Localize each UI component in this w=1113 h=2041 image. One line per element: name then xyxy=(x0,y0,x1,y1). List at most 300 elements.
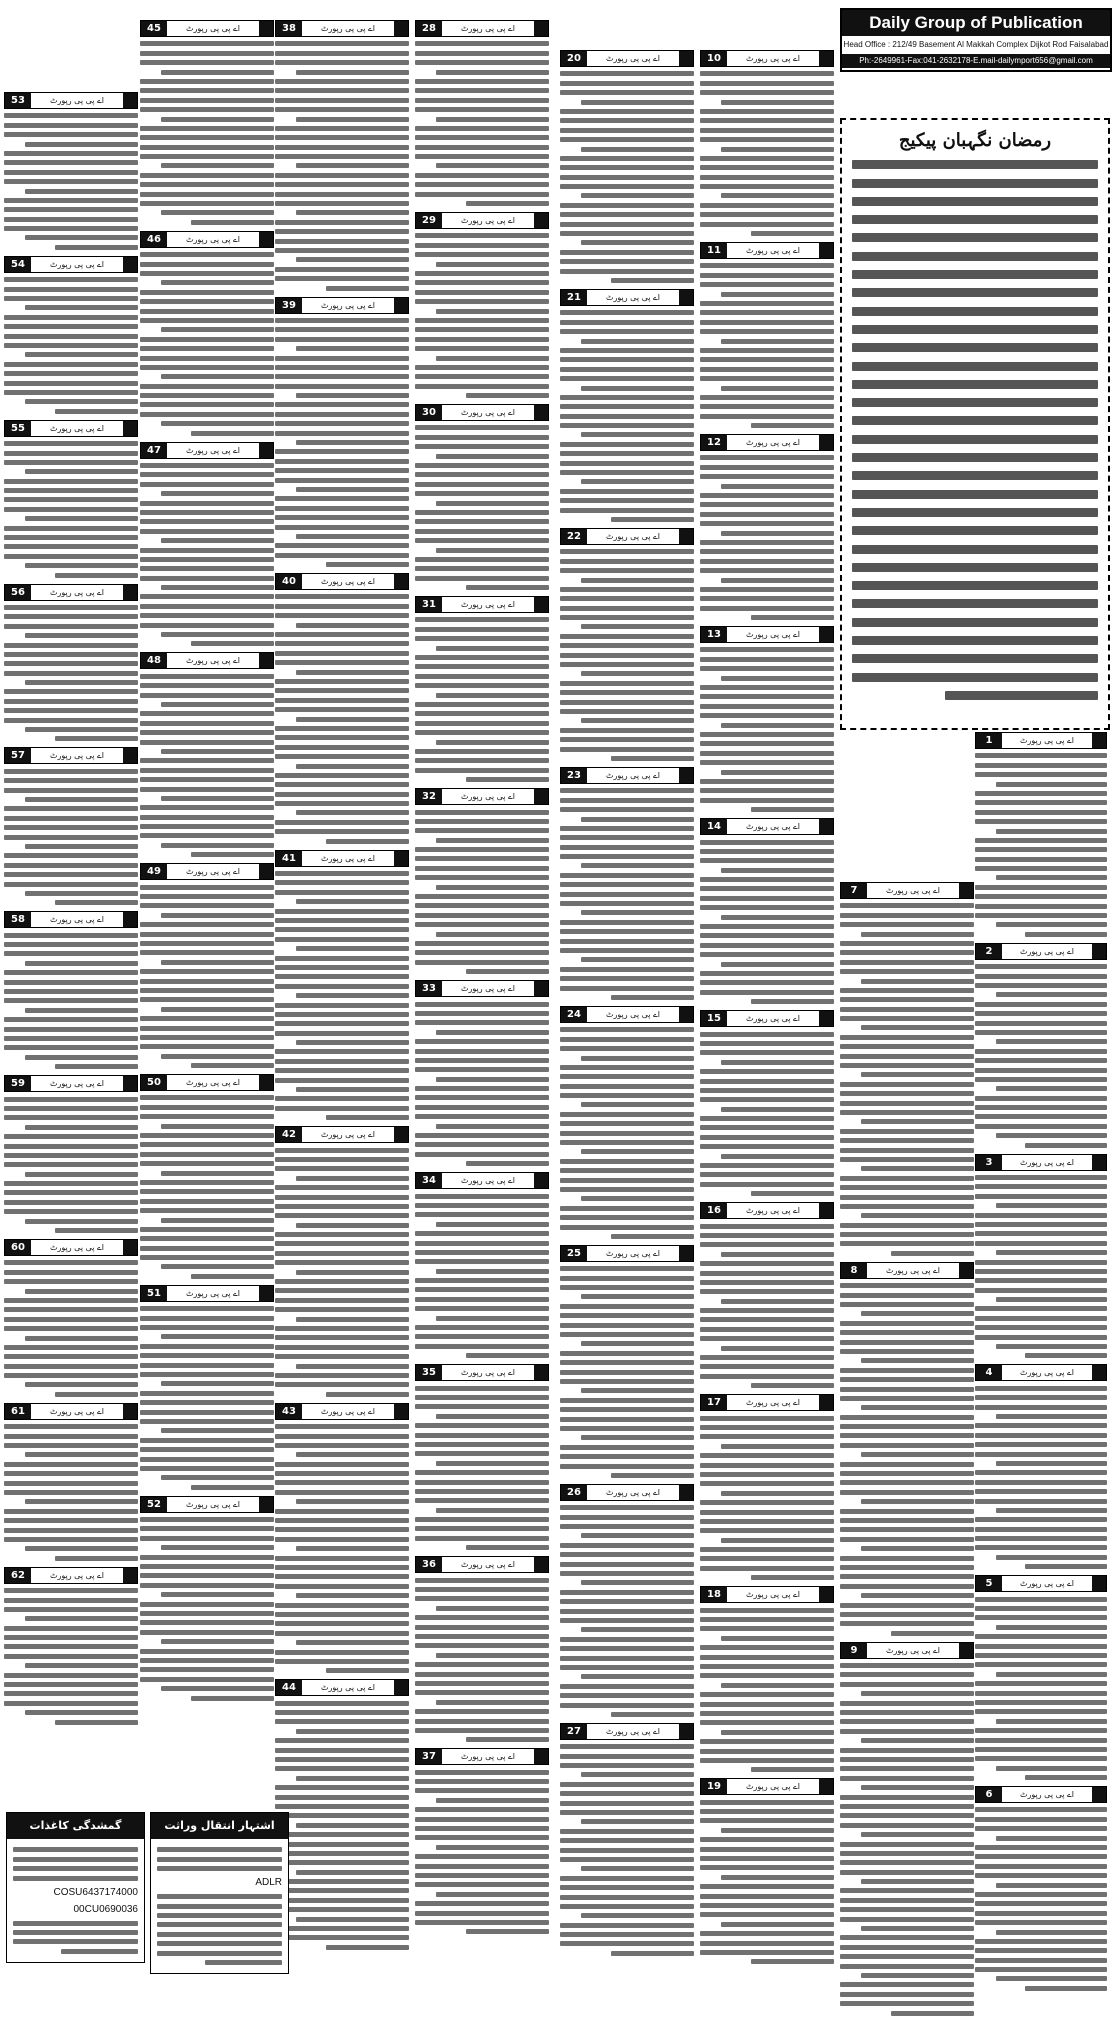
story-number: 37 xyxy=(416,1749,442,1764)
story-text xyxy=(415,425,549,590)
news-item xyxy=(140,1285,274,1490)
slug-label: اے پی پی رپورٹ xyxy=(746,1782,800,1792)
slug-marker-icon xyxy=(394,21,408,36)
story-text xyxy=(700,647,834,812)
slug-marker-icon xyxy=(259,653,273,668)
slug-label: اے پی پی رپورٹ xyxy=(746,54,800,63)
slug-label: اے پی پی رپورٹ xyxy=(746,1206,800,1216)
news-item xyxy=(700,434,834,620)
news-item xyxy=(4,92,138,250)
story-text xyxy=(4,1588,138,1724)
story-slug xyxy=(560,1484,694,1501)
news-item xyxy=(560,1723,694,1956)
story-text xyxy=(700,1416,834,1581)
story-text xyxy=(275,41,409,290)
story-text xyxy=(140,1095,274,1278)
slug-label: اے پی پی رپورٹ xyxy=(186,234,240,244)
news-item xyxy=(975,732,1107,937)
story-number: 22 xyxy=(561,529,587,544)
slug-marker-icon xyxy=(123,912,137,927)
slug-marker-icon xyxy=(394,574,408,589)
slug-marker-icon xyxy=(959,883,973,898)
news-item xyxy=(140,1074,274,1279)
slug-label: اے پی پی رپورٹ xyxy=(50,1570,104,1580)
story-number: 33 xyxy=(416,981,442,996)
story-number: 12 xyxy=(701,435,727,450)
story-slug xyxy=(560,50,694,67)
slug-label: اے پی پی رپورٹ xyxy=(746,822,800,832)
story-number: 49 xyxy=(141,864,167,879)
news-item xyxy=(140,231,274,436)
story-number: 42 xyxy=(276,1127,302,1142)
slug-label: اے پی پی رپورٹ xyxy=(321,1406,375,1416)
news-item xyxy=(275,20,409,291)
story-slug xyxy=(700,626,834,643)
story-number: 30 xyxy=(416,405,442,420)
slug-marker-icon xyxy=(259,21,273,36)
slug-marker-icon xyxy=(679,1485,693,1500)
news-item xyxy=(700,50,834,236)
slug-label: اے پی پی رپورٹ xyxy=(50,751,104,761)
story-number: 28 xyxy=(416,21,442,36)
slug-label: اے پی پی رپورٹ xyxy=(186,24,240,33)
slug-marker-icon xyxy=(259,1286,273,1301)
story-slug xyxy=(4,1075,138,1092)
story-number: 4 xyxy=(976,1365,1002,1380)
story-slug xyxy=(4,584,138,601)
slug-marker-icon xyxy=(534,1557,548,1572)
slug-marker-icon xyxy=(819,243,833,258)
news-item xyxy=(415,1172,549,1358)
column-6 xyxy=(275,18,409,1956)
story-number: 14 xyxy=(701,819,727,834)
story-text xyxy=(415,1002,549,1167)
news-item xyxy=(975,1364,1107,1569)
slug-marker-icon xyxy=(123,748,137,763)
slug-label: اے پی پی رپورٹ xyxy=(321,853,375,863)
story-text xyxy=(275,1148,409,1397)
slug-marker-icon xyxy=(534,405,548,420)
news-item xyxy=(4,1239,138,1397)
story-text xyxy=(700,1032,834,1197)
story-text xyxy=(975,1175,1107,1358)
slug-label: اے پی پی رپورٹ xyxy=(321,1683,375,1693)
story-text xyxy=(975,753,1107,936)
news-item xyxy=(275,850,409,1121)
story-slug xyxy=(975,943,1107,960)
story-number: 58 xyxy=(5,912,31,927)
news-item xyxy=(700,1394,834,1580)
slug-marker-icon xyxy=(259,232,273,247)
story-number: 59 xyxy=(5,1076,31,1091)
feature-article xyxy=(840,118,1110,730)
news-item xyxy=(975,1154,1107,1359)
news-item xyxy=(140,863,274,1068)
slug-label: اے پی پی رپورٹ xyxy=(461,984,515,994)
column-8 xyxy=(4,90,138,1731)
slug-marker-icon xyxy=(534,21,548,36)
slug-label: اے پی پی رپورٹ xyxy=(746,1590,800,1600)
story-text xyxy=(140,1306,274,1489)
publication-title: Daily Group of Publication xyxy=(842,10,1110,36)
story-number: 61 xyxy=(5,1404,31,1419)
story-text xyxy=(4,605,138,741)
news-item xyxy=(560,1245,694,1478)
column-4 xyxy=(560,48,694,1962)
story-text xyxy=(700,71,834,236)
story-slug xyxy=(140,652,274,669)
slug-label: اے پی پی رپورٹ xyxy=(461,408,515,418)
lost-notice-title: گمشدگی کاغذات xyxy=(7,1813,144,1839)
news-item xyxy=(4,1403,138,1561)
story-text xyxy=(560,1027,694,1239)
slug-label: اے پی پی رپورٹ xyxy=(606,770,660,780)
story-text xyxy=(700,840,834,1005)
story-number: 23 xyxy=(561,768,587,783)
lost-ref-2: 00CU0690036 xyxy=(73,1903,138,1915)
story-number: 55 xyxy=(5,421,31,436)
story-text xyxy=(975,1386,1107,1569)
slug-marker-icon xyxy=(394,298,408,313)
story-slug xyxy=(275,1403,409,1420)
slug-label: اے پی پی رپورٹ xyxy=(886,886,940,895)
news-item xyxy=(4,747,138,905)
slug-label: اے پی پی رپورٹ xyxy=(461,216,515,226)
story-number: 60 xyxy=(5,1240,31,1255)
slug-marker-icon xyxy=(679,1246,693,1261)
slug-marker-icon xyxy=(534,1749,548,1764)
story-slug xyxy=(700,1202,834,1219)
story-number: 38 xyxy=(276,21,302,36)
slug-label: اے پی پی رپورٹ xyxy=(461,24,515,33)
story-number: 15 xyxy=(701,1011,727,1026)
story-text xyxy=(560,1266,694,1478)
slug-label: اے پی پی رپورٹ xyxy=(321,300,375,310)
story-slug xyxy=(840,1642,974,1659)
news-item xyxy=(700,1202,834,1388)
story-slug xyxy=(275,297,409,314)
column-2 xyxy=(840,880,974,2022)
story-slug xyxy=(415,1556,549,1573)
slug-marker-icon xyxy=(534,213,548,228)
story-slug xyxy=(560,767,694,784)
slug-label: اے پی پی رپورٹ xyxy=(186,867,240,877)
news-item xyxy=(700,1010,834,1196)
slug-marker-icon xyxy=(259,443,273,458)
story-text xyxy=(560,1505,694,1717)
news-item xyxy=(840,1642,974,2016)
feature-body xyxy=(842,160,1108,700)
story-number: 26 xyxy=(561,1485,587,1500)
story-text xyxy=(140,41,274,224)
story-text xyxy=(560,71,694,283)
news-item xyxy=(4,1567,138,1725)
news-item xyxy=(415,404,549,590)
slug-label: اے پی پی رپورٹ xyxy=(186,656,240,666)
slug-label: اے پی پی رپورٹ xyxy=(461,600,515,610)
story-slug xyxy=(415,788,549,805)
story-text xyxy=(560,1744,694,1956)
slug-marker-icon xyxy=(123,1240,137,1255)
story-text xyxy=(700,1800,834,1965)
slug-label: اے پی پی رپورٹ xyxy=(321,577,375,587)
news-item xyxy=(840,882,974,1256)
feature-headline: رمضان نگہبان پیکیج xyxy=(898,130,1052,151)
story-text xyxy=(415,41,549,206)
story-number: 36 xyxy=(416,1557,442,1572)
contact-line: Ph:-2649961-Fax:041-2632178-E.mail-dailymport656@gmail.com xyxy=(842,54,1110,68)
story-text xyxy=(275,1424,409,1673)
story-number: 8 xyxy=(841,1263,867,1278)
story-text xyxy=(560,549,694,761)
slug-label: اے پی پی رپورٹ xyxy=(50,96,104,105)
lost-ref-1: COSU6437174000 xyxy=(53,1886,138,1898)
story-text xyxy=(275,318,409,567)
story-number: 17 xyxy=(701,1395,727,1410)
news-item xyxy=(275,1679,409,1950)
slug-label: اے پی پی رپورٹ xyxy=(321,1130,375,1140)
news-item xyxy=(700,1778,834,1964)
slug-marker-icon xyxy=(534,981,548,996)
story-text xyxy=(275,594,409,843)
story-slug xyxy=(415,596,549,613)
slug-marker-icon xyxy=(534,1365,548,1380)
story-number: 2 xyxy=(976,944,1002,959)
news-item xyxy=(560,1006,694,1239)
news-item xyxy=(275,573,409,844)
story-text xyxy=(415,1770,549,1935)
story-text xyxy=(4,1260,138,1396)
story-text xyxy=(4,113,138,249)
slug-marker-icon xyxy=(819,51,833,66)
slug-label: اے پی پی رپورٹ xyxy=(606,1487,660,1497)
story-number: 54 xyxy=(5,257,31,272)
story-slug xyxy=(275,573,409,590)
story-slug xyxy=(415,1172,549,1189)
slug-marker-icon xyxy=(679,1007,693,1022)
story-slug xyxy=(840,882,974,899)
story-slug xyxy=(140,231,274,248)
slug-label: اے پی پی رپورٹ xyxy=(1020,1368,1074,1378)
slug-marker-icon xyxy=(123,1568,137,1583)
slug-label: اے پی پی رپورٹ xyxy=(886,1645,940,1655)
story-text xyxy=(140,463,274,646)
story-slug xyxy=(140,442,274,459)
story-slug xyxy=(975,732,1107,749)
story-number: 18 xyxy=(701,1587,727,1602)
slug-marker-icon xyxy=(1092,1365,1106,1380)
story-number: 35 xyxy=(416,1365,442,1380)
slug-label: اے پی پی رپورٹ xyxy=(50,1079,104,1089)
story-slug xyxy=(700,818,834,835)
story-number: 20 xyxy=(561,51,587,66)
story-slug xyxy=(840,1262,974,1279)
slug-label: اے پی پی رپورٹ xyxy=(606,1009,660,1019)
story-number: 50 xyxy=(141,1075,167,1090)
masthead xyxy=(840,8,1112,72)
story-slug xyxy=(700,1010,834,1027)
story-slug xyxy=(4,92,138,109)
news-item xyxy=(700,626,834,812)
slug-label: اے پی پی رپورٹ xyxy=(746,246,800,256)
slug-marker-icon xyxy=(819,435,833,450)
slug-marker-icon xyxy=(1092,944,1106,959)
story-number: 31 xyxy=(416,597,442,612)
story-number: 29 xyxy=(416,213,442,228)
slug-marker-icon xyxy=(819,819,833,834)
story-slug xyxy=(700,242,834,259)
slug-label: اے پی پی رپورٹ xyxy=(50,259,104,269)
story-text xyxy=(415,1578,549,1743)
slug-marker-icon xyxy=(123,257,137,272)
news-item xyxy=(140,1496,274,1701)
story-text xyxy=(415,1386,549,1551)
slug-label: اے پی پی رپورٹ xyxy=(461,1368,515,1378)
slug-marker-icon xyxy=(394,851,408,866)
slug-label: اے پی پی رپورٹ xyxy=(1020,1157,1074,1167)
slug-marker-icon xyxy=(394,1127,408,1142)
story-number: 39 xyxy=(276,298,302,313)
story-slug xyxy=(275,20,409,37)
story-slug xyxy=(975,1364,1107,1381)
news-item xyxy=(415,1556,549,1742)
story-text xyxy=(275,871,409,1120)
story-number: 19 xyxy=(701,1779,727,1794)
news-item xyxy=(840,1262,974,1636)
story-text xyxy=(140,252,274,435)
news-item xyxy=(4,911,138,1069)
slug-marker-icon xyxy=(1092,1155,1106,1170)
slug-marker-icon xyxy=(123,585,137,600)
news-item xyxy=(415,980,549,1166)
story-slug xyxy=(560,528,694,545)
transfer-notice xyxy=(150,1812,289,1974)
story-number: 10 xyxy=(701,51,727,66)
slug-marker-icon xyxy=(534,1173,548,1188)
news-item xyxy=(4,584,138,742)
story-slug xyxy=(415,404,549,421)
slug-marker-icon xyxy=(123,93,137,108)
story-text xyxy=(140,885,274,1068)
story-number: 13 xyxy=(701,627,727,642)
story-slug xyxy=(975,1154,1107,1171)
story-number: 44 xyxy=(276,1680,302,1695)
story-slug xyxy=(4,256,138,273)
story-number: 43 xyxy=(276,1404,302,1419)
story-slug xyxy=(4,420,138,437)
story-slug xyxy=(975,1575,1107,1592)
news-item xyxy=(415,1364,549,1550)
news-item xyxy=(415,20,549,206)
story-text xyxy=(975,964,1107,1147)
slug-marker-icon xyxy=(819,1587,833,1602)
story-number: 5 xyxy=(976,1576,1002,1591)
slug-marker-icon xyxy=(679,529,693,544)
story-slug xyxy=(140,1074,274,1091)
slug-marker-icon xyxy=(123,1404,137,1419)
news-item xyxy=(700,242,834,428)
story-slug xyxy=(140,20,274,37)
slug-label: اے پی پی رپورٹ xyxy=(746,1398,800,1408)
slug-label: اے پی پی رپورٹ xyxy=(50,1406,104,1416)
story-text xyxy=(840,903,974,1255)
story-text xyxy=(4,277,138,413)
story-slug xyxy=(700,1778,834,1795)
story-slug xyxy=(4,1239,138,1256)
story-text xyxy=(700,263,834,428)
story-slug xyxy=(560,1723,694,1740)
column-3 xyxy=(700,48,834,1970)
story-number: 24 xyxy=(561,1007,587,1022)
news-item xyxy=(275,1403,409,1674)
slug-label: اے پی پی رپورٹ xyxy=(186,1288,240,1298)
story-slug xyxy=(4,1403,138,1420)
story-text xyxy=(415,617,549,782)
slug-marker-icon xyxy=(679,290,693,305)
news-item xyxy=(140,442,274,647)
story-slug xyxy=(700,1394,834,1411)
story-slug xyxy=(415,980,549,997)
news-item xyxy=(700,1586,834,1772)
story-slug xyxy=(140,1285,274,1302)
transfer-ref: ADLR xyxy=(255,1877,282,1889)
slug-marker-icon xyxy=(259,1075,273,1090)
slug-marker-icon xyxy=(959,1263,973,1278)
story-slug xyxy=(560,1006,694,1023)
story-slug xyxy=(415,1748,549,1765)
story-text xyxy=(975,1807,1107,1990)
slug-label: اے پی پی رپورٹ xyxy=(606,292,660,302)
slug-label: اے پی پی رپورٹ xyxy=(461,1752,515,1762)
column-1 xyxy=(975,730,1107,1997)
slug-marker-icon xyxy=(123,1076,137,1091)
story-slug xyxy=(700,434,834,451)
slug-marker-icon xyxy=(1092,733,1106,748)
story-text xyxy=(700,1608,834,1773)
story-number: 25 xyxy=(561,1246,587,1261)
news-item xyxy=(560,289,694,522)
story-text xyxy=(140,674,274,857)
news-item xyxy=(700,818,834,1004)
story-number: 1 xyxy=(976,733,1002,748)
news-item xyxy=(275,1126,409,1397)
slug-marker-icon xyxy=(679,768,693,783)
story-text xyxy=(560,788,694,1000)
story-slug xyxy=(140,863,274,880)
slug-marker-icon xyxy=(394,1680,408,1695)
slug-label: اے پی پی رپورٹ xyxy=(1020,1790,1074,1800)
slug-marker-icon xyxy=(819,1011,833,1026)
story-number: 51 xyxy=(141,1286,167,1301)
head-office-address: Head Office : 212/49 Basement Al Makkah Complex Dijkot Rod Faisalabad xyxy=(843,40,1109,49)
slug-label: اے پی پی رپورٹ xyxy=(746,1014,800,1024)
news-item xyxy=(275,297,409,568)
slug-label: اے پی پی رپورٹ xyxy=(1020,1579,1074,1589)
news-item xyxy=(4,420,138,578)
slug-marker-icon xyxy=(679,1724,693,1739)
story-number: 27 xyxy=(561,1724,587,1739)
story-text xyxy=(415,1194,549,1359)
story-text xyxy=(840,1283,974,1635)
lost-documents-notice xyxy=(6,1812,145,1963)
story-text xyxy=(4,1424,138,1560)
story-number: 47 xyxy=(141,443,167,458)
news-item xyxy=(560,1484,694,1717)
story-slug xyxy=(275,1126,409,1143)
slug-label: اے پی پی رپورٹ xyxy=(461,1560,515,1570)
news-item xyxy=(560,50,694,283)
story-number: 53 xyxy=(5,93,31,108)
